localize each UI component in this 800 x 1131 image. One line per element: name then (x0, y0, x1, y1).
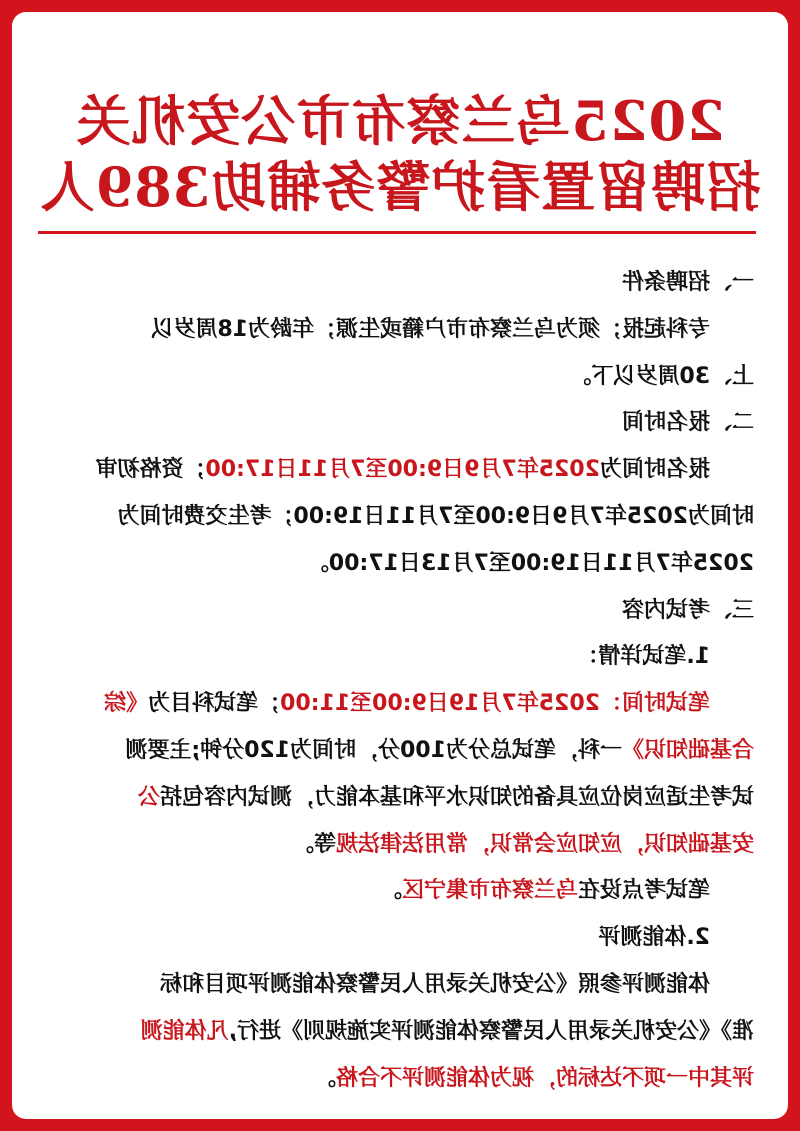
exam-location-text: 。 (379, 878, 402, 904)
written-exam-line-2 (28, 728, 754, 775)
document-page (12, 12, 788, 1119)
exam-location: 乌兰察布市集宁区 (401, 878, 578, 904)
conditions-line-2: 上、30周岁以下。 (569, 363, 754, 389)
mirrored-content (12, 12, 788, 1119)
fitness-test-rule: 评其中一项不达标的，视为体能测评不合格 (335, 1065, 754, 1091)
title-line-1: 2025乌兰察布市公安机关 (75, 89, 725, 153)
section-heading-conditions: 一、招聘条件 (621, 270, 754, 295)
written-exam-line-3 (28, 775, 754, 822)
written-exam-scope: 公 (137, 784, 160, 810)
fitness-test-heading: 2.体能测评 (598, 925, 710, 951)
conditions-line-1: 专科起报；须为乌兰察布市户籍或生源；年龄为18周岁以 (151, 316, 710, 342)
fitness-test-line-2 (28, 1009, 754, 1056)
section-heading-registration: 二、报名时间 (621, 410, 754, 436)
written-exam-text: ；笔试科目为 (148, 691, 281, 717)
exam-location-line (28, 868, 754, 915)
title-line-2: 招聘留置看护警务辅助389人 (39, 155, 761, 219)
written-exam-scope: 安基础知识，应知应会常识，常用法律法规 (335, 831, 754, 857)
fitness-test-rule: 凡体能测 (140, 1018, 229, 1044)
written-exam-line-1 (28, 681, 754, 728)
written-exam-text: 试考生适应岗位应具备的知识水平和基本能力，测试内容包括 (159, 784, 754, 810)
written-exam-line-4 (28, 822, 754, 869)
fitness-test-text: 。 (313, 1065, 336, 1091)
registration-period: 2025年7月9日9:00至7月11日17:00 (205, 457, 600, 483)
registration-line-1 (28, 447, 754, 494)
exam-location-text: 笔试考点设在 (577, 878, 710, 904)
registration-line-3: 2025年7月11日19:00至7月13日17:00。 (306, 550, 754, 576)
written-exam-time: 笔试时间：2025年7月19日9:00至11:00 (280, 691, 710, 717)
registration-line-2: 时间为2025年7月9日9:00至7月11日19:00；考生交费时间为 (117, 503, 754, 529)
registration-text: ；资格初审 (95, 457, 206, 483)
registration-text: 报名时间为 (599, 457, 710, 483)
fitness-test-text: 准》《公安机关录用人民警察体能测评实施规则》进行, (228, 1018, 754, 1044)
fitness-test-line-1: 体能测评参照《公安机关录用人民警察体能测评项目和标 (159, 971, 710, 997)
written-exam-text: 等。 (291, 831, 336, 857)
fitness-test-line-3 (28, 1056, 754, 1103)
written-exam-subject: 《综 (104, 691, 149, 717)
document-body (28, 260, 754, 1102)
section-heading-exam: 三、考试内容 (621, 597, 754, 623)
title-divider (38, 231, 756, 234)
written-exam-subject: 合基础知识》 (621, 737, 754, 763)
written-exam-heading: 1.笔试详情： (576, 644, 710, 670)
written-exam-text: 一科，笔试总分为100分，时间为120分钟;主要测 (125, 737, 622, 763)
